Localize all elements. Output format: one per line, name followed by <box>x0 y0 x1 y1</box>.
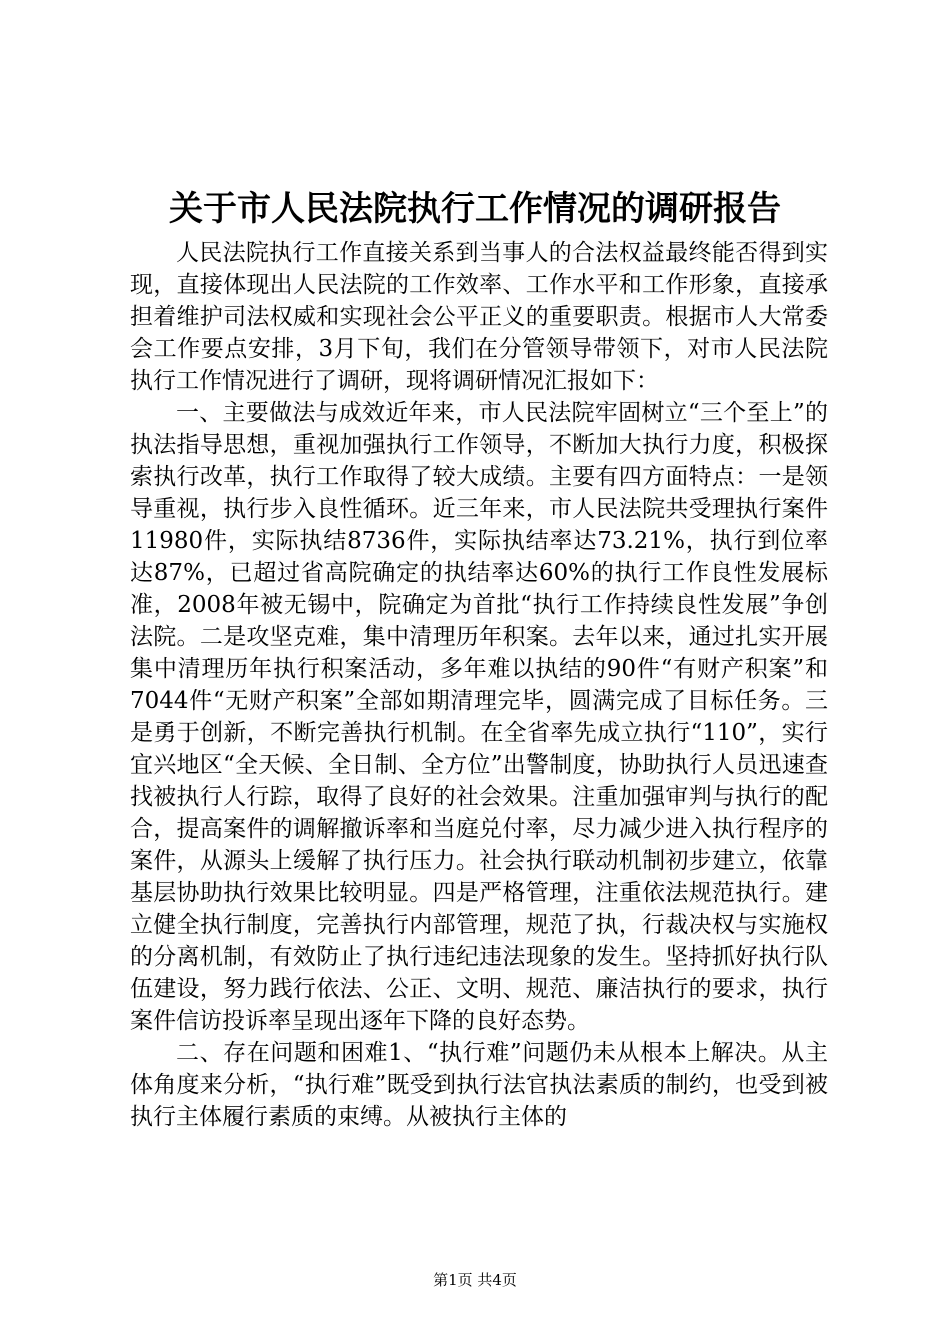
paragraph-section-2: 二、存在问题和困难1、“执行难”问题仍未从根本上解决。从主体角度来分析，“执行难”既受到执行法官执法素质的制约，也受到被执行主体履行素质的束缚。从被执行主体的 <box>130 1040 828 1130</box>
document-body <box>130 237 828 1133</box>
paragraph-section-1: 一、主要做法与成效近年来，市人民法院牢固树立“三个至上”的执法指导思想，重视加强执行工作领导，不断加大执行力度，积极探索执行改革，执行工作取得了较大成绩。主要有四方面特点：一是领导重视，执行步入良性循环。近三年来，市人民法院共受理执行案件11980件，实际执结8736件，实际执结率达73.21%，执行到位率达87%，已超过省高院确定的执结率达60%的执行工作良性发展标准，2008年被无锡中，院确定为首批“执行工作持续良性发展”争创法院。二是攻坚克难，集中清理历年积案。去年以来，通过扎实开展集中清理历年执行积案活动，多年难以执结的90件“有财产积案”和7044件“无财产积案”全部如期清理完毕，圆满完成了目标任务。三是勇于创新，不断完善执行机制。在全省率先成立执行“110”，实行宜兴地区“全天候、全日制、全方位”出警制度，协助执行人员迅速查找被执行人行踪，取得了良好的社会效果。注重加强审判与执行的配合，提高案件的调解撤诉率和当庭兑付率，尽力减少进入执行程序的案件，从源头上缓解了执行压力。社会执行联动机制初步建立，依靠基层协助执行效果比较明显。四是严格管理，注重依法规范执行。建立健全执行制度，完善执行内部管理，规范了执，行裁决权与实施权的分离机制，有效防止了执行违纪违法现象的发生。坚持抓好执行队伍建设，努力践行依法、公正、文明、规范、廉洁执行的要求，执行案件信访投诉率呈现出逐年下降的良好态势。 <box>130 400 828 1034</box>
page-footer: 第1页 共4页 <box>433 1271 517 1289</box>
paragraph-intro: 人民法院执行工作直接关系到当事人的合法权益最终能否得到实现，直接体现出人民法院的工作效率、工作水平和工作形象，直接承担着维护司法权威和实现社会公平正义的重要职责。根据市人大常委会工作要点安排，3月下旬，我们在分管领导带领下，对市人民法院执行工作情况进行了调研，现将调研情况汇报如下： <box>130 240 828 394</box>
document-title: 关于市人民法院执行工作情况的调研报告 <box>169 189 781 229</box>
